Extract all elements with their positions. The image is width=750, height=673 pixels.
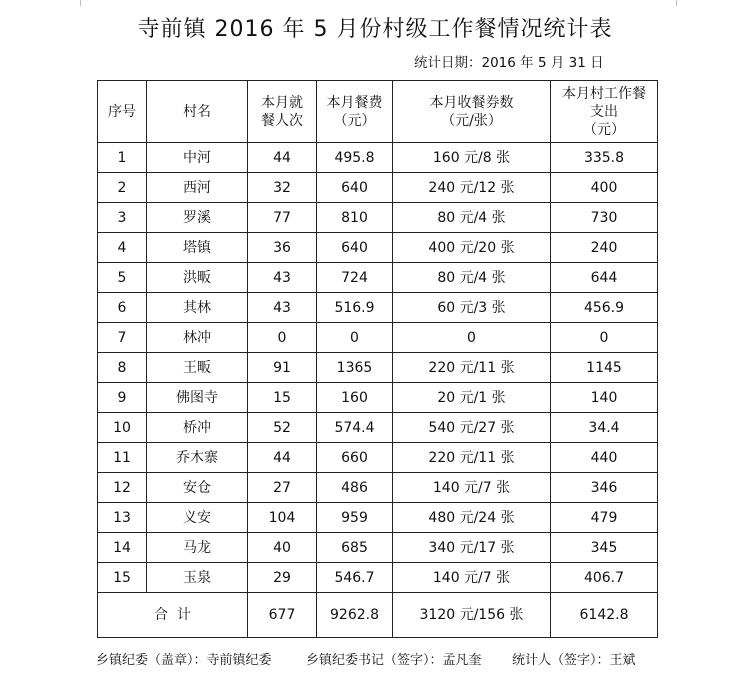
cell-village: 佛图寺 [147,383,248,413]
cell-coupons: 480 元/24 张 [393,503,551,533]
cell-expense: 0 [551,323,658,353]
cell-expense: 345 [551,533,658,563]
total-expense: 6142.8 [551,593,658,638]
total-fee: 9262.8 [317,593,393,638]
cell-seq: 4 [98,233,147,263]
page-title: 寺前镇 2016 年 5 月份村级工作餐情况统计表 [137,17,613,42]
cell-expense: 400 [551,173,658,203]
cell-expense: 644 [551,263,658,293]
header-meal-fee [317,81,393,143]
cell-diners: 40 [248,533,317,563]
cell-fee: 959 [317,503,393,533]
cell-fee: 516.9 [317,293,393,323]
table-row [98,413,658,443]
cell-seq: 5 [98,263,147,293]
header-expense-line3: （元） [583,121,625,138]
cell-diners: 91 [248,353,317,383]
cell-seq: 11 [98,443,147,473]
cell-expense: 440 [551,443,658,473]
table-row [98,473,658,503]
cell-village: 义安 [147,503,248,533]
cell-expense: 1145 [551,353,658,383]
header-coupons-line1: 本月收餐券数 [429,94,514,111]
cell-fee: 640 [317,173,393,203]
header-meal-fee-line1: 本月餐费 [326,94,383,111]
cell-coupons: 140 元/7 张 [393,563,551,593]
cell-diners: 104 [248,503,317,533]
cell-seq: 10 [98,413,147,443]
cell-fee: 486 [317,473,393,503]
header-village: 村名 [147,81,248,143]
table-row [98,323,658,353]
cell-coupons: 160 元/8 张 [393,143,551,173]
cell-diners: 32 [248,173,317,203]
cell-fee: 640 [317,233,393,263]
meal-statistics-table [97,80,658,638]
cell-diners: 43 [248,293,317,323]
header-meal-fee-line2: （元） [333,112,376,129]
table-row [98,233,658,263]
header-expense-line1: 本月村工作餐 [562,85,646,102]
header-diners-line2: 餐人次 [261,112,303,129]
cell-seq: 13 [98,503,147,533]
cell-diners: 44 [248,443,317,473]
table-row [98,263,658,293]
stat-date: 统计日期：2016 年 5 月 31 日 [414,55,604,71]
cell-expense: 346 [551,473,658,503]
total-row [98,593,658,638]
cell-village: 中河 [147,143,248,173]
cell-coupons: 400 元/20 张 [393,233,551,263]
table-header-row [98,81,658,143]
cell-village: 其林 [147,293,248,323]
cell-coupons: 220 元/11 张 [393,353,551,383]
cell-seq: 1 [98,143,147,173]
cell-coupons: 340 元/17 张 [393,533,551,563]
cell-fee: 0 [317,323,393,353]
header-coupons-line2: （元/张） [441,112,502,129]
cell-fee: 724 [317,263,393,293]
cell-coupons: 20 元/1 张 [393,383,551,413]
total-diners: 677 [248,593,317,638]
cell-expense: 406.7 [551,563,658,593]
table-row [98,173,658,203]
cell-coupons: 80 元/4 张 [393,263,551,293]
cell-seq: 7 [98,323,147,353]
cell-coupons: 240 元/12 张 [393,173,551,203]
table-row [98,503,658,533]
cell-diners: 0 [248,323,317,353]
footer-secretary: 乡镇纪委书记（签字）：孟凡奎 [306,653,482,668]
cell-diners: 27 [248,473,317,503]
cell-village: 王畈 [147,353,248,383]
header-seq: 序号 [98,81,147,143]
cell-diners: 15 [248,383,317,413]
cell-diners: 77 [248,203,317,233]
table-row [98,293,658,323]
cell-expense: 479 [551,503,658,533]
cell-coupons: 540 元/27 张 [393,413,551,443]
header-diners-line1: 本月就 [261,94,303,111]
table-row [98,563,658,593]
header-expense-line2: 支出 [590,103,618,120]
cell-coupons: 220 元/11 张 [393,443,551,473]
cell-seq: 3 [98,203,147,233]
cell-fee: 546.7 [317,563,393,593]
table-row [98,203,658,233]
cell-village: 洪畈 [147,263,248,293]
cell-village: 安仓 [147,473,248,503]
cell-expense: 456.9 [551,293,658,323]
cell-diners: 52 [248,413,317,443]
header-coupons [393,81,551,143]
cell-expense: 140 [551,383,658,413]
cell-seq: 8 [98,353,147,383]
header-expense [551,81,658,143]
table-row [98,383,658,413]
top-divider-left [80,0,81,6]
cell-seq: 6 [98,293,147,323]
cell-fee: 495.8 [317,143,393,173]
cell-seq: 2 [98,173,147,203]
footer-compiler: 统计人（签字）：王斌 [512,653,636,668]
cell-fee: 660 [317,443,393,473]
cell-seq: 12 [98,473,147,503]
cell-seq: 14 [98,533,147,563]
cell-fee: 574.4 [317,413,393,443]
cell-village: 罗溪 [147,203,248,233]
table-row [98,443,658,473]
cell-coupons: 140 元/7 张 [393,473,551,503]
cell-expense: 335.8 [551,143,658,173]
cell-seq: 15 [98,563,147,593]
cell-coupons: 80 元/4 张 [393,203,551,233]
cell-fee: 1365 [317,353,393,383]
cell-diners: 29 [248,563,317,593]
cell-fee: 810 [317,203,393,233]
cell-diners: 43 [248,263,317,293]
cell-fee: 685 [317,533,393,563]
cell-village: 西河 [147,173,248,203]
cell-coupons: 0 [393,323,551,353]
cell-village: 玉泉 [147,563,248,593]
cell-seq: 9 [98,383,147,413]
cell-village: 林冲 [147,323,248,353]
cell-village: 塔镇 [147,233,248,263]
table-row [98,353,658,383]
cell-expense: 730 [551,203,658,233]
total-coupons: 3120 元/156 张 [393,593,551,638]
table-row [98,533,658,563]
table-row [98,143,658,173]
cell-coupons: 60 元/3 张 [393,293,551,323]
cell-village: 马龙 [147,533,248,563]
cell-expense: 34.4 [551,413,658,443]
cell-fee: 160 [317,383,393,413]
cell-diners: 44 [248,143,317,173]
cell-village: 乔木寨 [147,443,248,473]
cell-expense: 240 [551,233,658,263]
cell-village: 桥冲 [147,413,248,443]
cell-diners: 36 [248,233,317,263]
header-diners [248,81,317,143]
top-divider-right [676,0,677,6]
footer-discipline-committee: 乡镇纪委（盖章）：寺前镇纪委 [96,653,272,668]
total-label: 合 计 [98,593,248,638]
